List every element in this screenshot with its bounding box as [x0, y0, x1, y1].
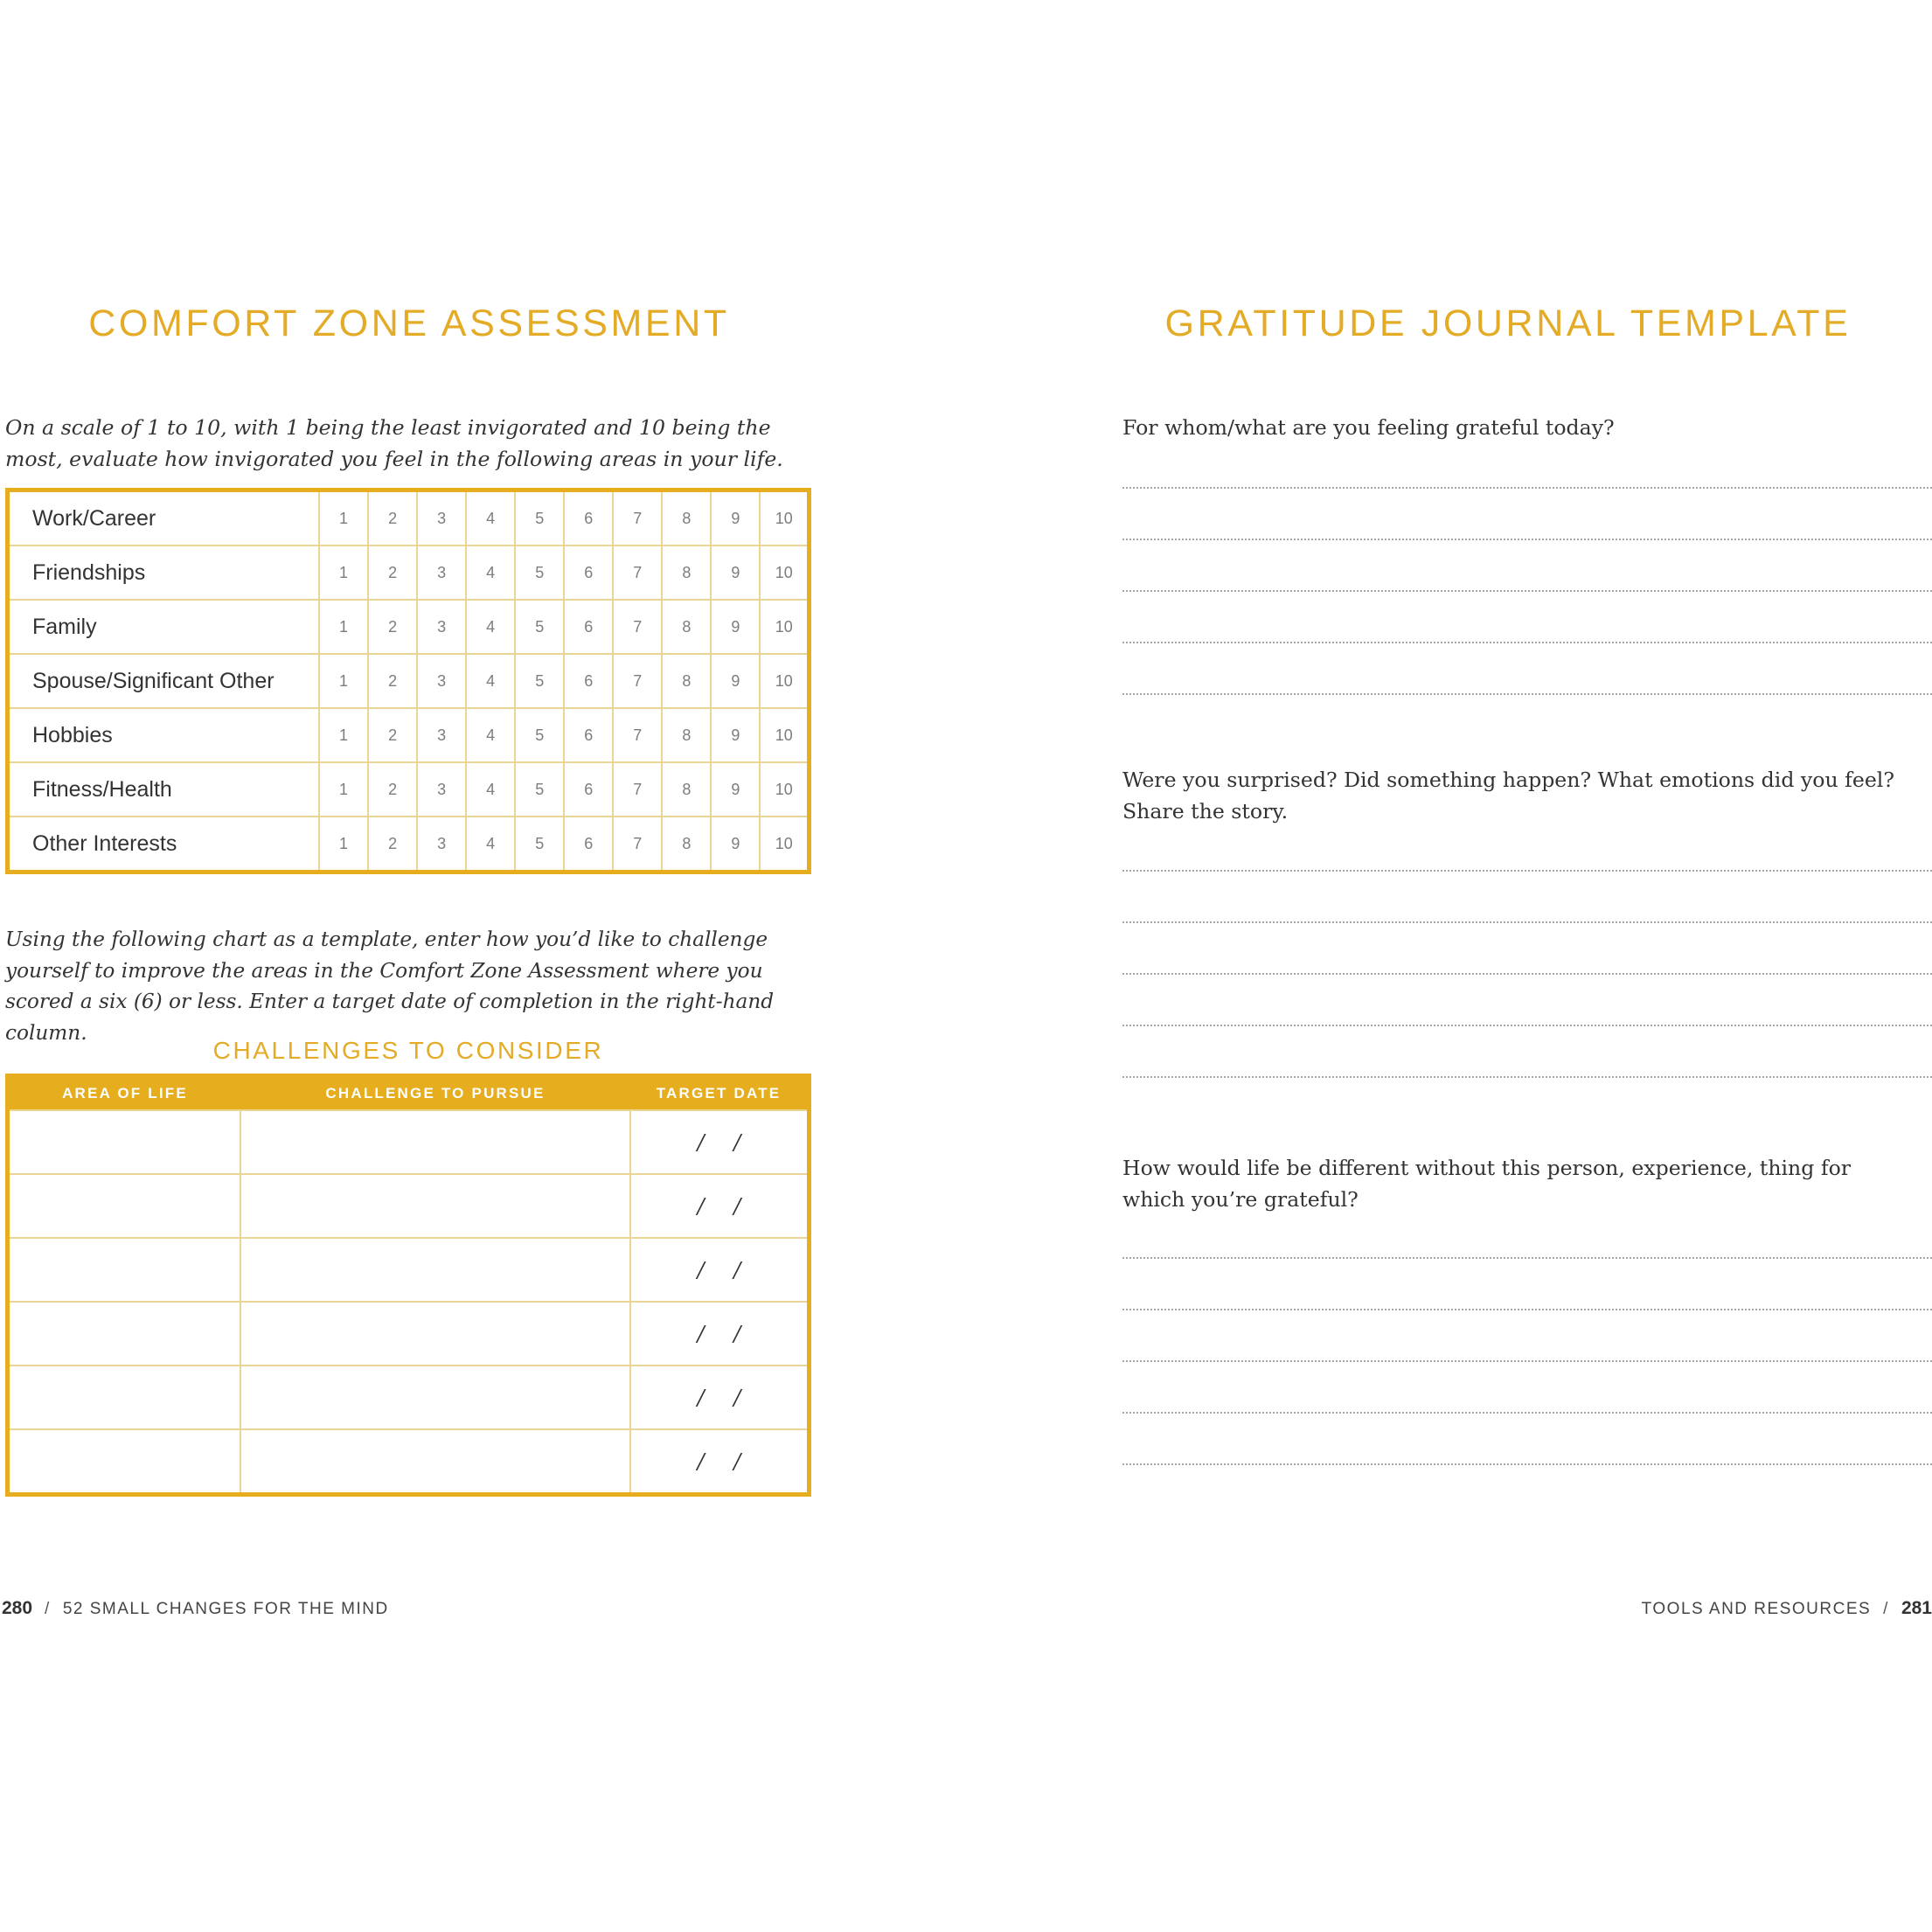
rating-option[interactable]: 8: [662, 546, 711, 600]
rating-option[interactable]: 5: [515, 762, 564, 817]
rating-option[interactable]: 7: [613, 654, 662, 708]
rating-option[interactable]: 9: [711, 654, 760, 708]
rating-option[interactable]: 6: [564, 654, 613, 708]
rating-option[interactable]: 9: [711, 762, 760, 817]
target-date-cell[interactable]: [630, 1174, 810, 1238]
answer-line[interactable]: [1122, 539, 1932, 540]
answer-line[interactable]: [1122, 590, 1932, 592]
rating-option[interactable]: 4: [466, 817, 515, 872]
rating-option[interactable]: 4: [466, 708, 515, 762]
challenge-row: [8, 1110, 810, 1174]
rating-option[interactable]: 2: [368, 654, 417, 708]
rating-option[interactable]: 9: [711, 600, 760, 654]
rating-row: [8, 546, 810, 600]
target-date-cell[interactable]: [630, 1302, 810, 1366]
challenges-header-row: [8, 1076, 810, 1111]
rating-option[interactable]: 9: [711, 708, 760, 762]
rating-option[interactable]: 2: [368, 546, 417, 600]
area-label: Work/Career: [8, 490, 320, 546]
answer-line[interactable]: [1122, 1412, 1932, 1414]
rating-option[interactable]: 10: [760, 762, 809, 817]
area-label: Spouse/Significant Other: [8, 654, 320, 708]
answer-lines-1: [1122, 487, 1932, 745]
answer-line[interactable]: [1122, 1360, 1932, 1362]
rating-option[interactable]: 7: [613, 490, 662, 546]
rating-option[interactable]: 1: [319, 546, 368, 600]
challenges-title: CHALLENGES TO CONSIDER: [212, 1037, 604, 1064]
header-challenge-to-pursue: CHALLENGE TO PURSUE: [240, 1076, 630, 1111]
rating-option[interactable]: 8: [662, 490, 711, 546]
area-of-life-cell[interactable]: [8, 1302, 241, 1366]
challenge-cell[interactable]: [240, 1429, 630, 1495]
right-page: [966, 0, 1932, 1932]
answer-line[interactable]: [1122, 642, 1932, 643]
answer-lines-2: [1122, 870, 1932, 1128]
answer-line[interactable]: [1122, 1309, 1932, 1310]
rating-option[interactable]: 1: [319, 762, 368, 817]
challenge-row: [8, 1238, 810, 1302]
footer-separator: /: [45, 1600, 51, 1618]
rating-option[interactable]: 8: [662, 817, 711, 872]
answer-line[interactable]: [1122, 1025, 1932, 1026]
rating-option[interactable]: 9: [711, 490, 760, 546]
target-date-cell[interactable]: [630, 1429, 810, 1495]
assessment-instructions: On a scale of 1 to 10, with 1 being the least invigorated and 10 being the most, evaluate how invigorated you feel in the following areas in your life.: [5, 415, 783, 471]
rating-option[interactable]: 5: [515, 490, 564, 546]
rating-option[interactable]: 6: [564, 490, 613, 546]
rating-option[interactable]: 5: [515, 708, 564, 762]
rating-option[interactable]: 7: [613, 708, 662, 762]
rating-option[interactable]: 2: [368, 490, 417, 546]
running-title: 52 SMALL CHANGES FOR THE MIND: [62, 1600, 389, 1618]
journal-question-1: For whom/what are you feeling grateful today?: [1122, 415, 1615, 440]
rating-option[interactable]: 1: [319, 708, 368, 762]
left-page-footer: [2, 1598, 389, 1619]
challenge-instructions: Using the following chart as a template, enter how you’d like to challenge yourself to improve the areas in the Comfort Zone Assessment where you scored a six (6) or less. Enter a target date of completion in the right-hand column.: [5, 928, 775, 1045]
area-of-life-cell[interactable]: [8, 1429, 241, 1495]
rating-option[interactable]: 5: [515, 600, 564, 654]
rating-option[interactable]: 1: [319, 490, 368, 546]
challenge-cell[interactable]: [240, 1302, 630, 1366]
challenge-cell[interactable]: [240, 1110, 630, 1174]
rating-option[interactable]: 3: [417, 546, 466, 600]
rating-row: [8, 762, 810, 817]
date-placeholder: / /: [697, 1129, 741, 1155]
page-number: 281: [1901, 1598, 1932, 1618]
answer-line[interactable]: [1122, 487, 1932, 489]
date-placeholder: / /: [697, 1321, 741, 1346]
running-title: TOOLS AND RESOURCES: [1641, 1600, 1872, 1618]
rating-option[interactable]: 9: [711, 817, 760, 872]
date-placeholder: / /: [697, 1257, 741, 1282]
rating-option[interactable]: 2: [368, 600, 417, 654]
rating-option[interactable]: 10: [760, 490, 809, 546]
rating-option[interactable]: 10: [760, 546, 809, 600]
rating-option[interactable]: 3: [417, 762, 466, 817]
right-page-footer: [1642, 1598, 1932, 1619]
answer-line[interactable]: [1122, 1257, 1932, 1259]
header-area-of-life: AREA OF LIFE: [8, 1076, 241, 1111]
rating-option[interactable]: 8: [662, 762, 711, 817]
rating-option[interactable]: 6: [564, 708, 613, 762]
footer-separator: /: [1883, 1600, 1889, 1618]
rating-option[interactable]: 8: [662, 654, 711, 708]
rating-option[interactable]: 6: [564, 600, 613, 654]
page-number: 280: [2, 1598, 33, 1618]
area-label: Friendships: [8, 546, 320, 600]
rating-option[interactable]: 6: [564, 546, 613, 600]
rating-option[interactable]: 1: [319, 817, 368, 872]
rating-option[interactable]: 8: [662, 600, 711, 654]
challenge-cell[interactable]: [240, 1238, 630, 1302]
date-placeholder: / /: [697, 1449, 741, 1474]
rating-option[interactable]: 10: [760, 817, 809, 872]
journal-question-2: Were you surprised? Did something happen? What emotions did you feel? Share the story.: [1122, 768, 1895, 824]
rating-option[interactable]: 3: [417, 654, 466, 708]
rating-option[interactable]: 4: [466, 546, 515, 600]
challenge-row: [8, 1366, 810, 1429]
rating-option[interactable]: 5: [515, 546, 564, 600]
page-title: GRATITUDE JOURNAL TEMPLATE: [1164, 302, 1852, 344]
rating-option[interactable]: 3: [417, 490, 466, 546]
rating-option[interactable]: 2: [368, 817, 417, 872]
rating-option[interactable]: 6: [564, 762, 613, 817]
area-of-life-cell[interactable]: [8, 1174, 241, 1238]
rating-option[interactable]: 4: [466, 654, 515, 708]
area-of-life-cell[interactable]: [8, 1110, 241, 1174]
journal-question-3: How would life be different without this person, experience, thing for which you’re grateful?: [1122, 1156, 1852, 1212]
rating-option[interactable]: 4: [466, 600, 515, 654]
rating-option[interactable]: 3: [417, 817, 466, 872]
challenge-row: [8, 1174, 810, 1238]
rating-option[interactable]: 10: [760, 708, 809, 762]
target-date-cell[interactable]: [630, 1366, 810, 1429]
rating-option[interactable]: 7: [613, 546, 662, 600]
answer-line[interactable]: [1122, 921, 1932, 923]
rating-row: [8, 600, 810, 654]
answer-line[interactable]: [1122, 1463, 1932, 1465]
rating-option[interactable]: 4: [466, 762, 515, 817]
rating-option[interactable]: 2: [368, 762, 417, 817]
rating-option[interactable]: 7: [613, 817, 662, 872]
rating-option[interactable]: 6: [564, 817, 613, 872]
challenge-row: [8, 1302, 810, 1366]
rating-option[interactable]: 1: [319, 600, 368, 654]
rating-row: [8, 708, 810, 762]
answer-line[interactable]: [1122, 1076, 1932, 1078]
rating-option[interactable]: 8: [662, 708, 711, 762]
header-target-date: TARGET DATE: [630, 1076, 810, 1111]
rating-option[interactable]: 3: [417, 708, 466, 762]
area-label: Hobbies: [8, 708, 320, 762]
rating-option[interactable]: 10: [760, 654, 809, 708]
rating-option[interactable]: 9: [711, 546, 760, 600]
challenge-row: [8, 1429, 810, 1495]
page-title: COMFORT ZONE ASSESSMENT: [88, 302, 730, 344]
answer-line[interactable]: [1122, 973, 1932, 975]
area-label: Fitness/Health: [8, 762, 320, 817]
answer-line[interactable]: [1122, 870, 1932, 872]
rating-option[interactable]: 7: [613, 600, 662, 654]
rating-row: [8, 654, 810, 708]
rating-option[interactable]: 3: [417, 600, 466, 654]
comfort-zone-rating-table: [5, 488, 811, 874]
answer-lines-3: [1122, 1257, 1932, 1515]
target-date-cell[interactable]: [630, 1110, 810, 1174]
area-of-life-cell[interactable]: [8, 1366, 241, 1429]
challenge-cell[interactable]: [240, 1366, 630, 1429]
area-label: Other Interests: [8, 817, 320, 872]
rating-row: [8, 817, 810, 872]
rating-option[interactable]: 1: [319, 654, 368, 708]
area-label: Family: [8, 600, 320, 654]
rating-option[interactable]: 7: [613, 762, 662, 817]
rating-option[interactable]: 5: [515, 817, 564, 872]
date-placeholder: / /: [697, 1385, 741, 1410]
challenges-table: [5, 1074, 811, 1497]
rating-option[interactable]: 5: [515, 654, 564, 708]
rating-option[interactable]: 4: [466, 490, 515, 546]
rating-option[interactable]: 2: [368, 708, 417, 762]
area-of-life-cell[interactable]: [8, 1238, 241, 1302]
date-placeholder: / /: [697, 1193, 741, 1219]
target-date-cell[interactable]: [630, 1238, 810, 1302]
rating-row: [8, 490, 810, 546]
challenge-cell[interactable]: [240, 1174, 630, 1238]
answer-line[interactable]: [1122, 693, 1932, 695]
rating-option[interactable]: 10: [760, 600, 809, 654]
